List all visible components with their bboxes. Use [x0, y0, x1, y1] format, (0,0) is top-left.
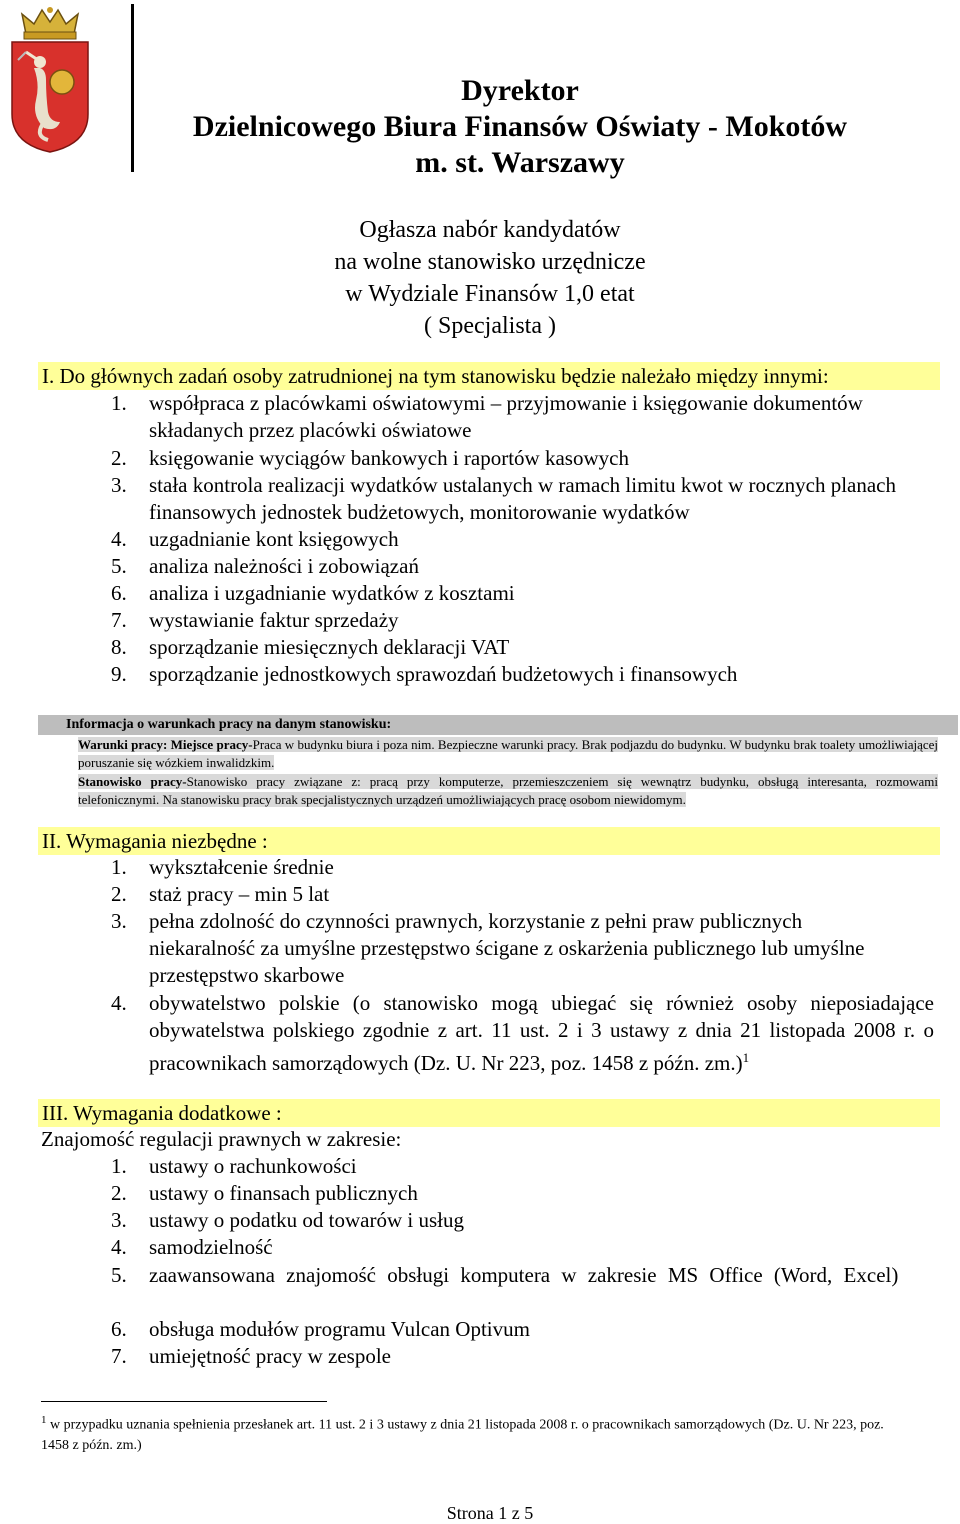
info-warunki — [78, 736, 938, 772]
list-item: wystawianie faktur sprzedaży — [149, 608, 399, 632]
footnote-mark: 1 — [41, 1414, 47, 1426]
list-item: współpraca z placówkami oświatowymi – przyjmowanie i księgowanie dokumentów składanych przez placówki oświatowe — [149, 391, 863, 443]
info-title: Informacja o warunkach pracy na danym stanowisku: — [66, 717, 392, 732]
list-item-number: 2. — [111, 446, 127, 470]
info-stanowisko-label: Stanowisko pracy- — [78, 774, 187, 789]
list-item-number: 1. — [111, 1154, 127, 1178]
list-item: sporządzanie miesięcznych deklaracji VAT — [149, 635, 510, 659]
list-item-text: obywatelstwo polskie (o stanowisko mogą ubiegać się również osoby nieposiadające obywatelstwa polskiego zgodnie z art. 11 ust. 2 i 3 ustawy z dnia 21 listopada 2008 r. o pracownikach samorządowych (Dz. U. Nr 223, poz. 1458 z późn. zm.) — [149, 991, 934, 1076]
list-item-number: 1. — [111, 855, 127, 879]
list-item: umiejętność pracy w zespole — [149, 1344, 391, 1368]
list-item-number: 3. — [111, 473, 127, 497]
header-divider-line — [131, 4, 134, 172]
list-item: analiza należności i zobowiązań — [149, 554, 419, 578]
info-warunki-label: Warunki pracy: Miejsce pracy- — [78, 737, 253, 752]
crown-icon — [22, 7, 78, 39]
announcement-line-4: ( Specjalista ) — [424, 313, 556, 339]
list-item: ustawy o podatku od towarów i usług — [149, 1208, 464, 1232]
footnote-separator — [41, 1401, 327, 1402]
list-item-number: 3. — [111, 1208, 127, 1232]
header-line-1: Dyrektor — [461, 74, 579, 107]
list-item: staż pracy – min 5 lat — [149, 882, 330, 906]
section-2-title: II. Wymagania niezbędne : — [38, 827, 940, 855]
page-number: Strona 1 z 5 — [446, 1503, 534, 1523]
section-3-intro: Znajomość regulacji prawnych w zakresie: — [41, 1127, 402, 1151]
header-line-3: m. st. Warszawy — [415, 146, 625, 179]
info-warunki-text: Praca w budynku biura i poza nim. Bezpieczne warunki pracy. Brak podjazdu do budynku. W budynku brak toalety umożliwiającej poruszanie się wózkiem inwalidzkim. — [78, 737, 938, 770]
list-item-number: 2. — [111, 1181, 127, 1205]
footnote — [41, 1410, 911, 1456]
list-item-number: 1. — [111, 391, 127, 415]
list-item: samodzielność — [149, 1235, 273, 1259]
list-item-number: 4. — [111, 1235, 127, 1259]
list-item-number: 2. — [111, 882, 127, 906]
announcement-line-2: na wolne stanowisko urzędnicze — [334, 249, 646, 275]
section-1-title: I. Do głównych zadań osoby zatrudnionej na tym stanowisku będzie należało między innymi: — [38, 362, 940, 390]
list-item: ustawy o finansach publicznych — [149, 1181, 418, 1205]
list-item: księgowanie wyciągów bankowych i raportów kasowych — [149, 446, 629, 470]
list-item: analiza i uzgadnianie wydatków z kosztami — [149, 581, 515, 605]
list-item: pełna zdolność do czynności prawnych, korzystanie z pełni praw publicznych niekaralność za umyślne przestępstwo ścigane z oskarżenia publicznego lub umyślne przestępstwo skarbowe — [149, 909, 865, 988]
list-item-number: 9. — [111, 662, 127, 686]
list-item-number: 4. — [111, 527, 127, 551]
list-item-number: 3. — [111, 909, 127, 933]
list-item-number: 6. — [111, 1317, 127, 1341]
footnote-ref: 1 — [742, 1050, 750, 1066]
list-item: obsługa modułów programu Vulcan Optivum — [149, 1317, 530, 1341]
list-item: sporządzanie jednostkowych sprawozdań budżetowych i finansowych — [149, 662, 738, 686]
info-stanowisko-text: Stanowisko pracy związane z: pracą przy komputerze, przemieszczeniem się wewnątrz budynku, obsługą interesanta, rozmowami telefonicznymi. Na stanowisku pracy brak specjalistycznych urządzeń umożliwiających pracę osobom niewidomym. — [78, 774, 938, 807]
footnote-text: w przypadku uznania spełnienia przesłanek art. 11 ust. 2 i 3 ustawy z dnia 21 listopada 2008 r. o pracownikach samorządowych (Dz. U. Nr 223, poz. 1458 z późn. zm.) — [41, 1417, 884, 1453]
list-item-number: 7. — [111, 608, 127, 632]
list-item-number: 5. — [111, 1263, 127, 1287]
list-item: ustawy o rachunkowości — [149, 1154, 357, 1178]
section-3-title: III. Wymagania dodatkowe : — [38, 1099, 940, 1127]
list-item-number: 5. — [111, 554, 127, 578]
warsaw-coat-of-arms-logo — [4, 4, 96, 154]
list-item: zaawansowana znajomość obsługi komputera w zakresie MS Office (Word, Excel) — [149, 1263, 899, 1287]
list-item-number: 8. — [111, 635, 127, 659]
list-item-number: 6. — [111, 581, 127, 605]
announcement-line-3: w Wydziale Finansów 1,0 etat — [345, 281, 635, 307]
list-item — [149, 990, 934, 1078]
header-line-2: Dzielnicowego Biura Finansów Oświaty - Mokotów — [192, 110, 848, 143]
list-item: stała kontrola realizacji wydatków ustalanych w ramach limitu kwot w rocznych planach finansowych jednostek budżetowych, monitorowanie wydatków — [149, 473, 896, 525]
info-stanowisko — [78, 773, 938, 809]
list-item-number: 4. — [111, 991, 127, 1015]
list-item: wykształcenie średnie — [149, 855, 334, 879]
list-item: uzgadnianie kont księgowych — [149, 527, 399, 551]
list-item-number: 7. — [111, 1344, 127, 1368]
announcement-line-1: Ogłasza nabór kandydatów — [359, 217, 621, 243]
